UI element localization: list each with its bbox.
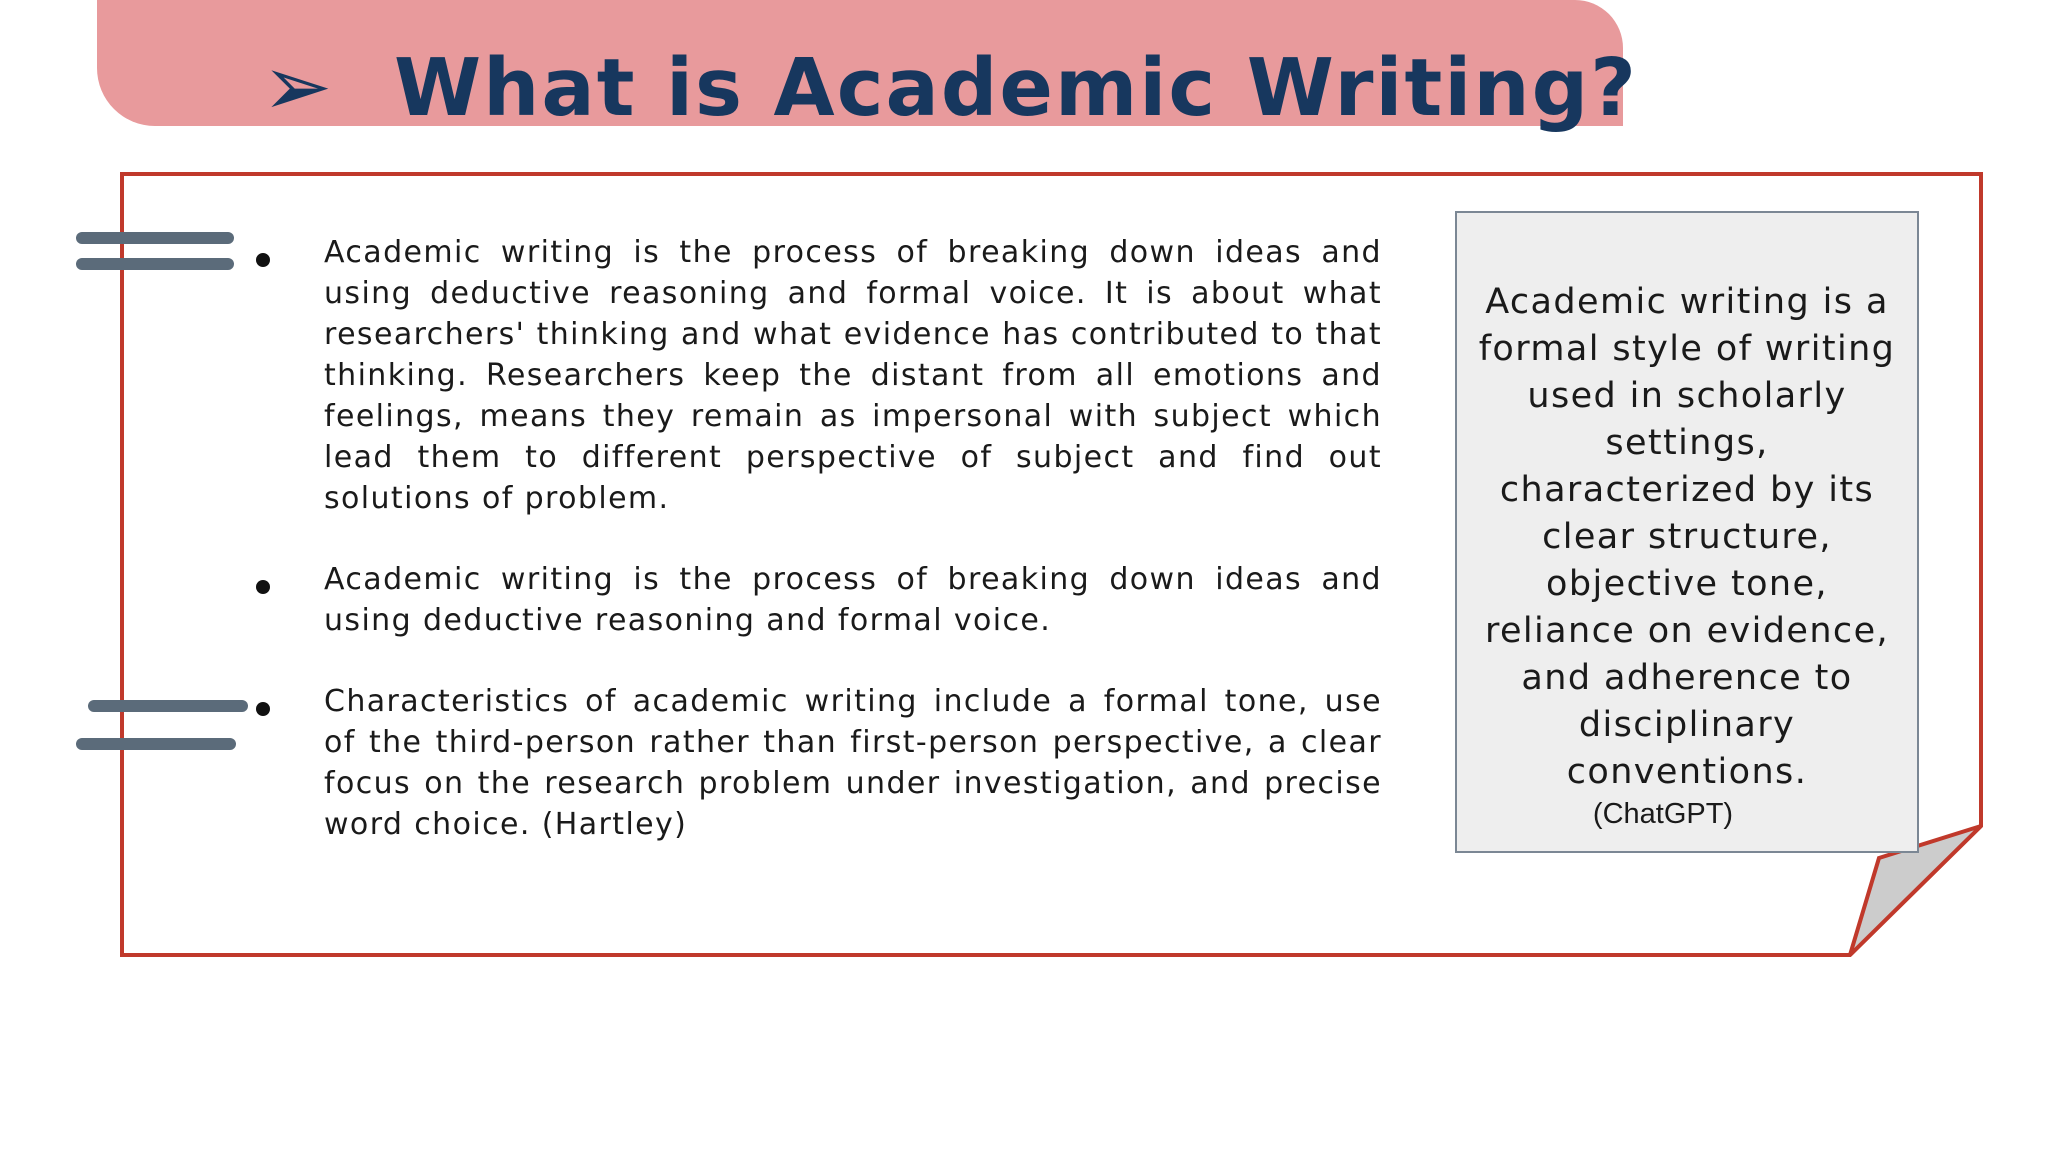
bullet-dot-icon — [256, 702, 270, 716]
binder-line — [88, 700, 248, 712]
definition-note — [1455, 211, 1919, 853]
note-text: Academic writing is a formal style of writing used in scholarly settings, characterized by its clear structure, objective tone, reliance on evidence, and adherence to disciplinary conventions. — [1478, 282, 1896, 792]
note-source: (ChatGPT) — [1592, 798, 1734, 830]
bullet-dot-icon — [256, 253, 270, 267]
arrowhead-icon: ➢ — [262, 37, 333, 135]
bullet-item-characteristics — [246, 681, 1382, 845]
binder-line — [76, 232, 234, 244]
bullet-list — [246, 232, 1382, 885]
binder-line — [76, 258, 234, 270]
bullet-text: Academic writing is the process of breaking down ideas and using deductive reasoning and formal voice. It is about what researchers' thinking and what evidence has contributed to that thinking. Researchers keep the distant from all emotions and feelings, means they remain as impersonal with subject which lead them to different perspective of subject and find out solutions of problem. — [324, 235, 1382, 516]
page-title: What is Academic Writing? — [394, 42, 1638, 134]
bullet-text: Characteristics of academic writing include a formal tone, use of the third-person rather than first-person perspective, a clear focus on the research problem under investigation, and precise word choice. (Hartley) — [324, 684, 1382, 842]
bullet-text: Academic writing is the process of breaking down ideas and using deductive reasoning and formal voice. — [324, 562, 1382, 638]
bullet-item-process — [246, 559, 1382, 641]
binder-line — [76, 738, 236, 750]
bullet-item-definition — [246, 232, 1382, 519]
bullet-dot-icon — [256, 580, 270, 594]
